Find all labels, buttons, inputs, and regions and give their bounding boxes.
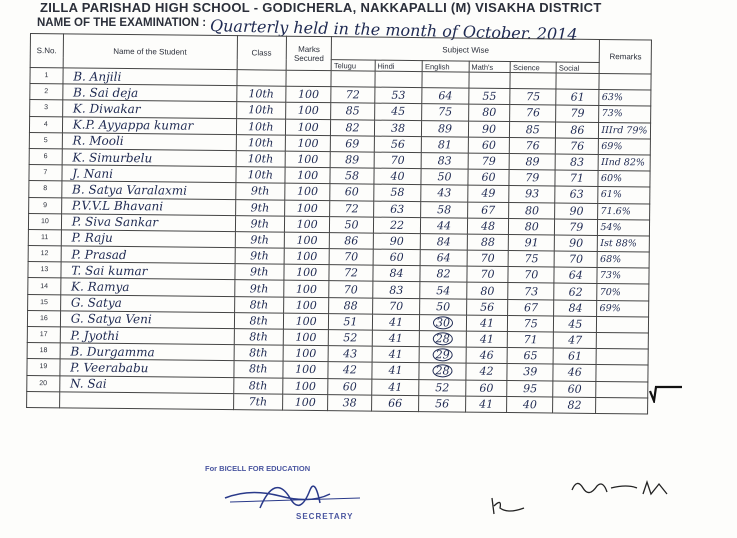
cell-subject-mark: 86 [330, 233, 374, 250]
cell-subject-mark: 41 [465, 396, 507, 413]
cell-subject-mark: 44 [421, 217, 468, 234]
cell-subject-mark: 72 [331, 87, 375, 104]
cell-subject-mark: 80 [466, 283, 508, 300]
cell-subject-mark [420, 331, 467, 348]
cell-remark [596, 349, 648, 366]
cell-subject-mark: 89 [510, 153, 556, 170]
cell-max-marks: 100 [284, 264, 329, 281]
cell-sno: 8 [29, 181, 62, 198]
cell-remark: 69% [599, 138, 651, 155]
cell-subject-mark: 61 [556, 89, 599, 106]
cell-student-name: B. Durgamma [60, 343, 234, 361]
col-marks: Marks Secured [286, 36, 332, 70]
cell-remark: 73% [597, 268, 649, 285]
cell-student-name: P. Jyothi [60, 327, 234, 345]
cell-subject-mark: 71 [555, 170, 598, 187]
cell-subject-mark: 79 [509, 170, 555, 187]
cell-remark: 69% [597, 300, 649, 317]
circled-mark: 28 [432, 365, 452, 378]
cell-max-marks: 100 [283, 362, 328, 379]
cell-subject-mark: 43 [328, 346, 372, 363]
cell-remark: Ist 88% [598, 235, 650, 252]
circled-mark: 30 [433, 316, 453, 329]
cell-student-name: P. Siva Sankar [61, 214, 235, 232]
cell-subject-mark [510, 73, 556, 90]
cell-subject-mark: 60 [330, 184, 374, 201]
cell-sno: 12 [28, 246, 61, 263]
cell-sno: 6 [29, 148, 62, 165]
cell-subject-mark: 80 [509, 218, 555, 235]
cell-subject-mark: 60 [553, 381, 596, 398]
cell-subject-mark: 41 [372, 362, 420, 379]
cell-subject-mark: 58 [421, 201, 468, 218]
cell-subject-mark [422, 72, 469, 89]
cell-subject-mark: 80 [468, 104, 510, 121]
cell-subject-mark: 73 [508, 283, 554, 300]
cell-student-name: G. Satya Veni [60, 311, 234, 329]
school-title: ZILLA PARISHAD HIGH SCHOOL - GODICHERLA, NAKKAPALLI (M) VISAKHA DISTRICT [40, 0, 602, 15]
cell-remark [596, 381, 648, 398]
col-science: Science [511, 62, 557, 73]
cell-subject-mark: 76 [510, 105, 556, 122]
cell-student-name: P.V.V.L Bhavani [61, 197, 235, 215]
cell-subject-mark: 84 [554, 300, 597, 317]
cell-subject-mark: 83 [421, 153, 468, 170]
cell-subject-mark: 60 [328, 378, 372, 395]
cell-max-marks: 100 [285, 135, 330, 152]
cell-subject-mark: 41 [466, 315, 508, 332]
cell-sno: 11 [28, 229, 61, 246]
cell-class: 9th [234, 264, 284, 281]
cell-student-name: J. Nani [62, 165, 236, 183]
cell-student-name: N. Sai [59, 375, 233, 393]
cell-sno: 7 [29, 165, 62, 182]
cell-subject-mark: 41 [371, 379, 419, 396]
cell-subject-mark: 60 [465, 380, 507, 397]
col-english: English [422, 61, 468, 72]
circled-mark: 28 [433, 332, 453, 345]
cell-class: 10th [236, 134, 286, 151]
cell-remark: 68% [597, 252, 649, 269]
cell-subject-mark [419, 363, 466, 380]
cell-subject-mark: 60 [468, 169, 510, 186]
cell-subject-mark: 72 [330, 200, 374, 217]
cell-max-marks: 100 [284, 216, 329, 233]
cell-subject-mark: 70 [554, 251, 597, 268]
cell-sno: 5 [29, 132, 62, 149]
cell-class: 9th [235, 199, 285, 216]
cell-subject-mark: 71 [508, 332, 554, 349]
cell-subject-mark: 85 [510, 121, 556, 138]
cell-subject-mark: 88 [467, 234, 509, 251]
cell-subject-mark [375, 71, 423, 88]
cell-subject-mark: 51 [329, 313, 373, 330]
cell-subject-mark: 70 [329, 249, 373, 266]
cell-max-marks: 100 [286, 86, 331, 103]
cell-subject-mark: 54 [420, 282, 467, 299]
cell-subject-mark [469, 72, 511, 89]
cell-subject-mark: 84 [373, 265, 421, 282]
cell-student-name: K. Simurbelu [62, 149, 236, 167]
cell-max-marks [286, 70, 331, 87]
cell-class: 8th [234, 296, 284, 313]
cell-subject-mark: 95 [507, 380, 553, 397]
cell-sno: 18 [27, 343, 60, 360]
cell-subject-mark: 60 [468, 137, 510, 154]
cell-max-marks: 100 [283, 394, 328, 411]
cell-max-marks: 100 [285, 151, 330, 168]
cell-sno: 2 [30, 84, 63, 101]
cell-subject-mark: 76 [510, 137, 556, 154]
cell-student-name: P. Prasad [61, 246, 235, 264]
cell-subject-mark: 67 [508, 299, 554, 316]
cell-class: 9th [234, 280, 284, 297]
cell-subject-mark: 50 [330, 216, 374, 233]
cell-remark: 73% [599, 106, 651, 123]
cell-max-marks: 100 [284, 281, 329, 298]
cell-subject-mark: 45 [554, 316, 597, 333]
cell-subject-mark: 50 [421, 169, 468, 186]
circled-mark: 29 [433, 349, 453, 362]
cell-subject-mark: 91 [509, 234, 555, 251]
cell-subject-mark [419, 347, 466, 364]
cell-max-marks: 100 [285, 183, 330, 200]
cell-subject-mark: 52 [419, 379, 466, 396]
cell-class: 8th [233, 377, 283, 394]
col-class: Class [237, 36, 287, 71]
col-maths: Math's [469, 61, 511, 72]
cell-subject-mark: 88 [329, 297, 373, 314]
cell-student-name: K. Ramya [60, 278, 234, 296]
cell-remark [599, 73, 651, 90]
cell-subject-mark: 82 [331, 119, 375, 136]
cell-class: 10th [236, 151, 286, 168]
cell-subject-mark: 46 [466, 347, 508, 364]
cell-subject-mark: 90 [373, 233, 421, 250]
cell-class [236, 70, 286, 87]
cell-remark: IInd 82% [599, 154, 651, 171]
cell-remark: 54% [598, 219, 650, 236]
cell-subject-mark: 70 [467, 250, 509, 267]
cell-max-marks: 100 [283, 313, 328, 330]
cell-remark [597, 332, 649, 349]
cell-subject-mark: 82 [553, 397, 596, 414]
cell-subject-mark: 49 [467, 185, 509, 202]
secretary-label: SECRETARY [296, 512, 354, 521]
cell-subject-mark: 43 [421, 185, 468, 202]
cell-sno: 17 [27, 326, 60, 343]
cell-subject-mark: 42 [466, 363, 508, 380]
cell-subject-mark [420, 314, 467, 331]
cell-sno: 1 [30, 68, 63, 85]
cell-subject-mark: 93 [509, 186, 555, 203]
cell-student-name: T. Sai kumar [61, 262, 235, 280]
cell-class: 8th [234, 312, 284, 329]
cell-class: 10th [236, 118, 286, 135]
cell-subject-mark: 83 [372, 282, 420, 299]
cell-subject-mark: 56 [374, 136, 422, 153]
cell-remark: 63% [599, 90, 651, 107]
col-sno: S.No. [30, 34, 63, 68]
signature-3 [567, 476, 682, 506]
cell-remark [596, 365, 648, 382]
cell-sno: 14 [28, 278, 61, 295]
cell-subject-mark: 45 [374, 103, 422, 120]
cell-student-name: P. Veerababu [60, 359, 234, 377]
cell-remark: 70% [597, 284, 649, 301]
cell-remark [596, 397, 648, 414]
cell-max-marks: 100 [283, 329, 328, 346]
cell-subject-mark: 41 [372, 346, 420, 363]
cell-sno: 9 [29, 197, 62, 214]
cell-subject-mark: 38 [328, 394, 372, 411]
cell-class: 10th [235, 167, 285, 184]
cell-subject-mark: 85 [331, 103, 375, 120]
cell-subject-mark: 75 [508, 251, 554, 268]
cell-subject-mark: 70 [508, 267, 554, 284]
cell-subject-mark: 70 [372, 298, 420, 315]
check-mark-icon [648, 383, 684, 403]
cell-subject-mark: 72 [329, 265, 373, 282]
cell-class: 10th [236, 102, 286, 119]
cell-subject-mark [556, 73, 599, 90]
cell-subject-mark: 46 [553, 364, 596, 381]
cell-class: 10th [236, 86, 286, 103]
cell-sno: 19 [27, 359, 60, 376]
cell-subject-mark: 70 [467, 266, 509, 283]
cell-subject-mark: 56 [419, 395, 466, 412]
col-hindi: Hindi [375, 60, 423, 71]
cell-subject-mark: 86 [556, 122, 599, 139]
cell-class: 8th [234, 345, 284, 362]
cell-subject-mark: 63 [373, 201, 421, 218]
cell-class: 9th [235, 248, 285, 265]
cell-sno: 4 [29, 116, 62, 133]
cell-subject-mark: 41 [372, 330, 420, 347]
footer-for-text: For BICELL FOR EDUCATION [205, 464, 311, 473]
col-subject-wise: Subject Wise [331, 37, 599, 63]
cell-subject-mark: 89 [330, 152, 374, 169]
cell-subject-mark: 76 [556, 138, 599, 155]
signature-2 [488, 494, 528, 518]
cell-subject-mark: 61 [553, 348, 596, 365]
cell-student-name: G. Satya [60, 294, 234, 312]
cell-student-name: K. Diwakar [62, 100, 236, 118]
cell-subject-mark: 55 [468, 88, 510, 105]
cell-class: 9th [235, 183, 285, 200]
cell-subject-mark: 67 [467, 202, 509, 219]
cell-class: 9th [235, 232, 285, 249]
cell-sno [27, 391, 60, 408]
cell-subject-mark: 81 [422, 136, 469, 153]
cell-student-name: R. Mooli [62, 133, 236, 151]
cell-subject-mark: 66 [371, 395, 419, 412]
cell-subject-mark: 75 [422, 104, 469, 121]
cell-remark: 71.6% [598, 203, 650, 220]
cell-max-marks: 100 [285, 200, 330, 217]
cell-max-marks: 100 [284, 232, 329, 249]
cell-sno: 20 [27, 375, 60, 392]
cell-subject-mark: 89 [422, 120, 469, 137]
cell-subject-mark: 65 [507, 348, 553, 365]
col-name: Name of the Student [63, 34, 237, 70]
cell-subject-mark: 42 [328, 362, 372, 379]
exam-name-handwritten: Quarterly held in the month of October. 2014 [209, 16, 578, 44]
cell-max-marks: 100 [283, 378, 328, 395]
cell-remark: 61% [598, 187, 650, 204]
cell-sno: 10 [28, 213, 61, 230]
cell-subject-mark: 41 [466, 331, 508, 348]
cell-subject-mark: 63 [555, 186, 598, 203]
cell-max-marks: 100 [284, 248, 329, 265]
cell-subject-mark: 75 [510, 89, 556, 106]
cell-max-marks: 100 [285, 167, 330, 184]
cell-subject-mark: 64 [422, 88, 469, 105]
cell-subject-mark: 50 [420, 298, 467, 315]
cell-student-name: B. Satya Varalaxmi [61, 181, 235, 199]
cell-subject-mark [331, 71, 375, 88]
cell-subject-mark: 64 [554, 267, 597, 284]
cell-subject-mark: 60 [373, 249, 421, 266]
cell-subject-mark: 83 [555, 154, 598, 171]
cell-subject-mark: 52 [328, 330, 372, 347]
cell-subject-mark: 70 [374, 152, 422, 169]
cell-subject-mark: 22 [373, 217, 421, 234]
cell-max-marks: 100 [283, 345, 328, 362]
cell-subject-mark: 41 [372, 314, 420, 331]
cell-student-name: K.P. Ayyappa kumar [62, 116, 236, 134]
cell-class: 7th [233, 393, 283, 410]
cell-subject-mark: 80 [509, 202, 555, 219]
cell-subject-mark: 84 [421, 233, 468, 250]
cell-subject-mark: 90 [555, 235, 598, 252]
cell-max-marks: 100 [285, 119, 330, 136]
cell-subject-mark: 38 [374, 120, 422, 137]
exam-label: NAME OF THE EXAMINATION : [37, 17, 207, 29]
cell-class: 9th [235, 215, 285, 232]
cell-subject-mark: 75 [508, 315, 554, 332]
cell-student-name: P. Raju [61, 230, 235, 248]
col-telugu: Telugu [331, 60, 375, 71]
cell-subject-mark: 90 [555, 203, 598, 220]
cell-subject-mark: 40 [374, 168, 422, 185]
cell-subject-mark: 58 [330, 168, 374, 185]
cell-student-name: B. Sai deja [63, 84, 237, 102]
cell-max-marks: 100 [284, 297, 329, 314]
cell-class: 8th [233, 361, 283, 378]
cell-max-marks: 100 [286, 103, 331, 120]
marks-table [26, 33, 652, 414]
cell-subject-mark: 53 [374, 87, 422, 104]
cell-subject-mark: 56 [466, 299, 508, 316]
cell-subject-mark: 79 [468, 153, 510, 170]
cell-subject-mark: 39 [507, 364, 553, 381]
cell-remark: IIIrd 79% [599, 122, 651, 139]
col-remarks: Remarks [600, 39, 652, 74]
cell-remark [597, 316, 649, 333]
cell-subject-mark: 70 [329, 281, 373, 298]
cell-sno: 15 [28, 294, 61, 311]
cell-sno: 16 [27, 310, 60, 327]
cell-sno: 3 [30, 100, 63, 117]
cell-subject-mark: 64 [420, 250, 467, 267]
cell-subject-mark: 79 [555, 219, 598, 236]
cell-remark: 60% [598, 171, 650, 188]
cell-subject-mark: 79 [556, 105, 599, 122]
cell-subject-mark: 82 [420, 266, 467, 283]
cell-class: 8th [234, 329, 284, 346]
cell-sno: 13 [28, 262, 61, 279]
col-social: Social [556, 62, 599, 73]
cell-subject-mark: 58 [373, 184, 421, 201]
cell-subject-mark: 48 [467, 218, 509, 235]
cell-subject-mark: 62 [554, 283, 597, 300]
cell-student-name [59, 392, 233, 410]
cell-subject-mark: 40 [507, 396, 553, 413]
cell-subject-mark: 47 [553, 332, 596, 349]
cell-subject-mark: 90 [468, 121, 510, 138]
cell-student-name: B. Anjili [63, 68, 237, 86]
cell-subject-mark: 69 [331, 135, 375, 152]
